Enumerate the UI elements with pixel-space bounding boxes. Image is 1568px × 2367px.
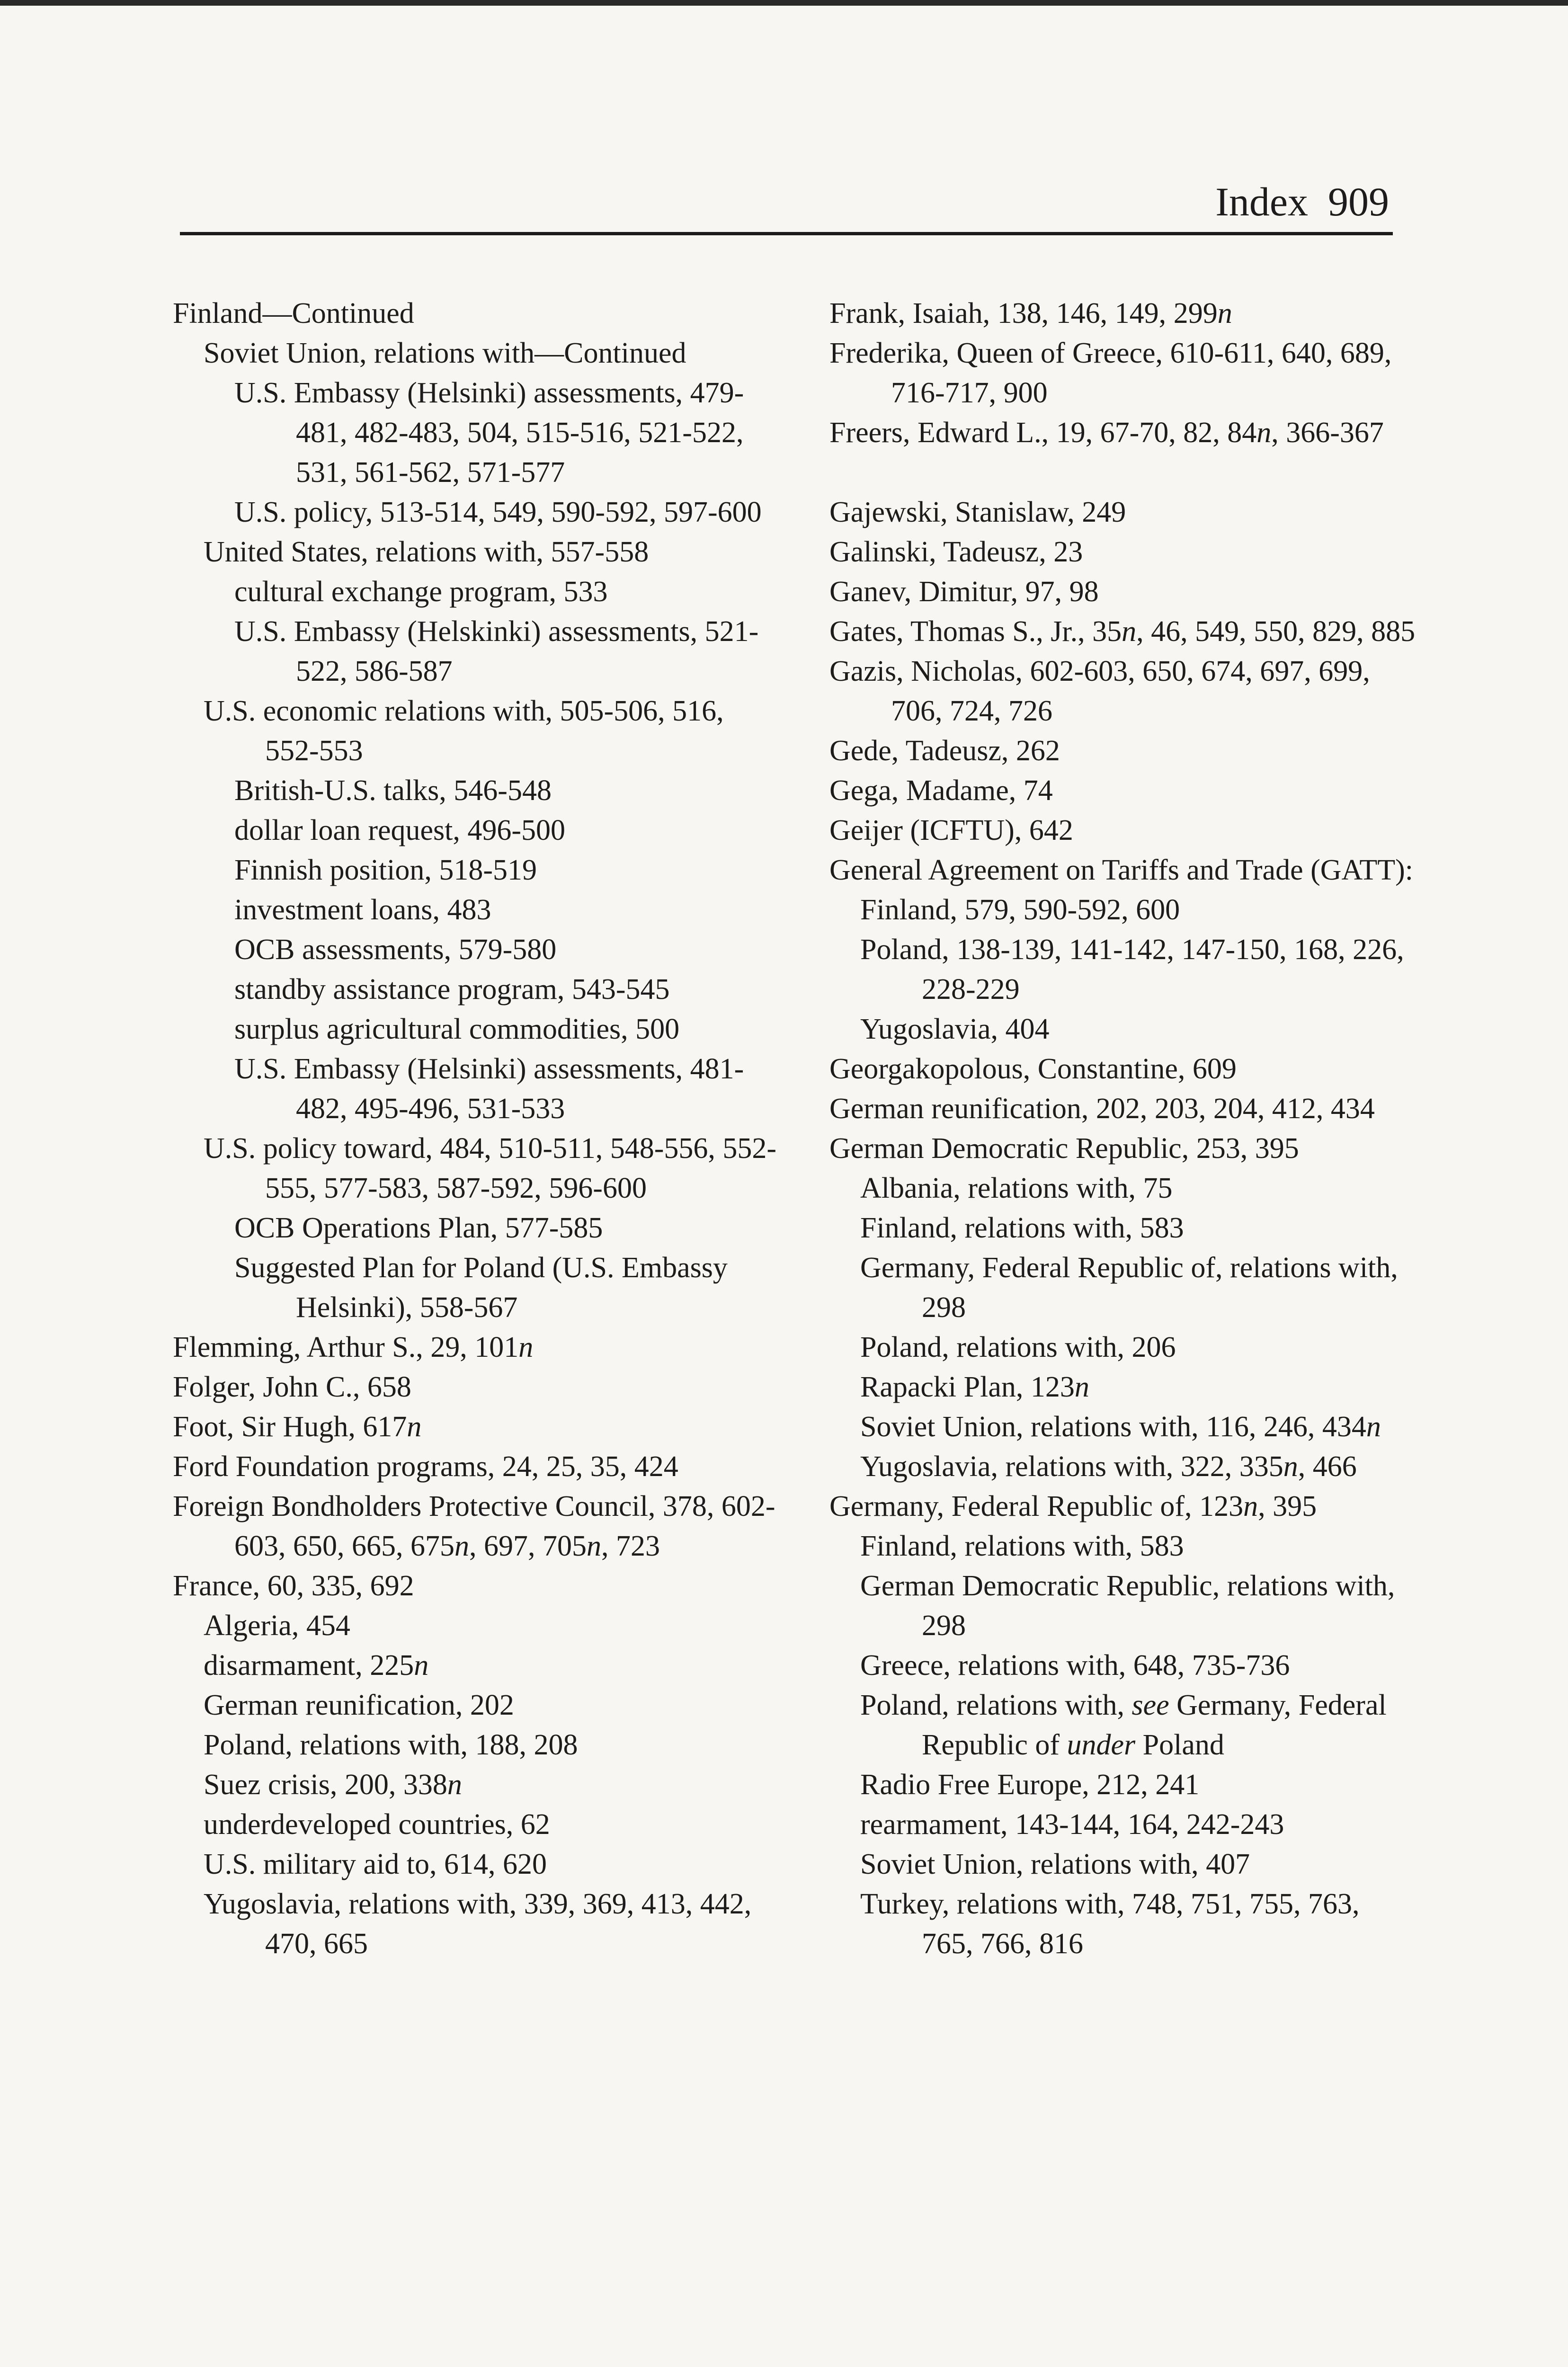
index-entry: Folger, John C., 658 bbox=[173, 1371, 411, 1403]
header-text bbox=[1215, 178, 1389, 225]
scan-top-border bbox=[0, 0, 1568, 6]
index-entry: Geijer (ICFTU), 642 bbox=[829, 814, 1073, 846]
index-entry: General Agreement on Tariffs and Trade (GATT): bbox=[829, 854, 1414, 886]
index-subentry: German reunification, 202 bbox=[204, 1689, 514, 1721]
index-entry: Finland—Continued bbox=[173, 297, 414, 329]
index-subentry: underdeveloped countries, 62 bbox=[204, 1808, 550, 1841]
index-entry: Gega, Madame, 74 bbox=[829, 774, 1053, 807]
index-subentry: U.S. Embassy (Helsinki) assessments, 481-482, 495-496, 531-533 bbox=[234, 1053, 744, 1125]
index-subentry: Soviet Union, relations with, 407 bbox=[860, 1848, 1250, 1880]
index-column-left bbox=[173, 294, 784, 1964]
section-title: Index bbox=[1215, 179, 1308, 224]
index-subentry: Finnish position, 518-519 bbox=[234, 854, 537, 886]
index-subentry: U.S. Embassy (Helskinki) assessments, 521-522, 586-587 bbox=[234, 615, 759, 687]
index-subentry: disarmament, 225n bbox=[204, 1649, 429, 1682]
index-subentry: Rapacki Plan, 123n bbox=[860, 1371, 1089, 1403]
index-subentry: U.S. policy toward, 484, 510-511, 548-556, 552-555, 577-583, 587-592, 596-600 bbox=[204, 1132, 777, 1204]
index-subentry: Yugoslavia, relations with, 322, 335n, 466 bbox=[860, 1450, 1357, 1483]
index-subentry: Finland, relations with, 583 bbox=[860, 1530, 1184, 1562]
index-subentry: Radio Free Europe, 212, 241 bbox=[860, 1769, 1200, 1801]
index-subentry: Yugoslavia, relations with, 339, 369, 413, 442, 470, 665 bbox=[204, 1888, 752, 1960]
index-subentry: German Democratic Republic, relations with, 298 bbox=[860, 1570, 1395, 1642]
index-entry: Galinski, Tadeusz, 23 bbox=[829, 536, 1083, 568]
index-entry: France, 60, 335, 692 bbox=[173, 1570, 414, 1602]
index-subentry: U.S. Embassy (Helsinki) assessments, 479-481, 482-483, 504, 515-516, 521-522, 531, 561-562, 571-577 bbox=[234, 377, 744, 489]
index-entry: Gajewski, Stanislaw, 249 bbox=[829, 496, 1126, 528]
index-subentry: Finland, relations with, 583 bbox=[860, 1212, 1184, 1244]
entry-gap bbox=[829, 453, 1417, 492]
index-subentry: Greece, relations with, 648, 735-736 bbox=[860, 1649, 1290, 1682]
index-subentry: dollar loan request, 496-500 bbox=[234, 814, 566, 846]
index-entry: Flemming, Arthur S., 29, 101n bbox=[173, 1331, 534, 1363]
index-subentry: Suez crisis, 200, 338n bbox=[204, 1769, 462, 1801]
page-number: 909 bbox=[1328, 179, 1389, 224]
index-entry: German Democratic Republic, 253, 395 bbox=[829, 1132, 1299, 1165]
index-subentry: U.S. military aid to, 614, 620 bbox=[204, 1848, 547, 1880]
index-subentry: Turkey, relations with, 748, 751, 755, 763, 765, 766, 816 bbox=[860, 1888, 1360, 1960]
index-entry: Gazis, Nicholas, 602-603, 650, 674, 697, 699, 706, 724, 726 bbox=[829, 655, 1370, 727]
index-subentry: Yugoslavia, 404 bbox=[860, 1013, 1050, 1045]
index-subentry: Poland, relations with, 206 bbox=[860, 1331, 1176, 1363]
index-subentry: OCB assessments, 579-580 bbox=[234, 934, 557, 966]
index-entry: Ford Foundation programs, 24, 25, 35, 424 bbox=[173, 1450, 678, 1483]
index-subentry: British-U.S. talks, 546-548 bbox=[234, 774, 552, 807]
index-subentry: standby assistance program, 543-545 bbox=[234, 973, 670, 1006]
index-subentry: OCB Operations Plan, 577-585 bbox=[234, 1212, 603, 1244]
index-entry: Freers, Edward L., 19, 67-70, 82, 84n, 366-367 bbox=[829, 417, 1384, 449]
index-subentry: investment loans, 483 bbox=[234, 894, 491, 926]
index-subentry: rearmament, 143-144, 164, 242-243 bbox=[860, 1808, 1284, 1841]
index-subentry: Soviet Union, relations with—Continued bbox=[204, 337, 686, 369]
index-column-right bbox=[829, 294, 1417, 1964]
page-header bbox=[180, 175, 1393, 235]
index-subentry: Algeria, 454 bbox=[204, 1610, 350, 1642]
index-entry: Frank, Isaiah, 138, 146, 149, 299n bbox=[829, 297, 1232, 329]
index-subentry: Poland, relations with, see Germany, Federal Republic of under Poland bbox=[860, 1689, 1387, 1761]
index-subentry: Suggested Plan for Poland (U.S. Embassy Helsinki), 558-567 bbox=[234, 1252, 728, 1324]
index-subentry: U.S. policy, 513-514, 549, 590-592, 597-600 bbox=[234, 496, 762, 528]
index-entry: Germany, Federal Republic of, 123n, 395 bbox=[829, 1490, 1317, 1522]
index-subentry: U.S. economic relations with, 505-506, 516, 552-553 bbox=[204, 695, 724, 767]
index-subentry: United States, relations with, 557-558 bbox=[204, 536, 649, 568]
index-entry: Frederika, Queen of Greece, 610-611, 640, 689, 716-717, 900 bbox=[829, 337, 1392, 409]
index-entry: Foot, Sir Hugh, 617n bbox=[173, 1411, 422, 1443]
index-entry: Ganev, Dimitur, 97, 98 bbox=[829, 576, 1099, 608]
index-entry: German reunification, 202, 203, 204, 412, 434 bbox=[829, 1093, 1375, 1125]
index-subentry: Soviet Union, relations with, 116, 246, 434n bbox=[860, 1411, 1381, 1443]
index-entry: Gede, Tadeusz, 262 bbox=[829, 735, 1060, 767]
index-subentry: Albania, relations with, 75 bbox=[860, 1172, 1173, 1204]
index-entry: Gates, Thomas S., Jr., 35n, 46, 549, 550, 829, 885 bbox=[829, 615, 1416, 648]
index-subentry: Poland, 138-139, 141-142, 147-150, 168, 226, 228-229 bbox=[860, 934, 1404, 1006]
index-entry: Foreign Bondholders Protective Council, 378, 602-603, 650, 665, 675n, 697, 705n, 723 bbox=[173, 1490, 775, 1562]
index-entry: Georgakopolous, Constantine, 609 bbox=[829, 1053, 1237, 1085]
index-subentry: cultural exchange program, 533 bbox=[234, 576, 608, 608]
index-subentry: Germany, Federal Republic of, relations with, 298 bbox=[860, 1252, 1398, 1324]
index-subentry: Finland, 579, 590-592, 600 bbox=[860, 894, 1180, 926]
index-subentry: surplus agricultural commodities, 500 bbox=[234, 1013, 680, 1045]
index-subentry: Poland, relations with, 188, 208 bbox=[204, 1729, 578, 1761]
